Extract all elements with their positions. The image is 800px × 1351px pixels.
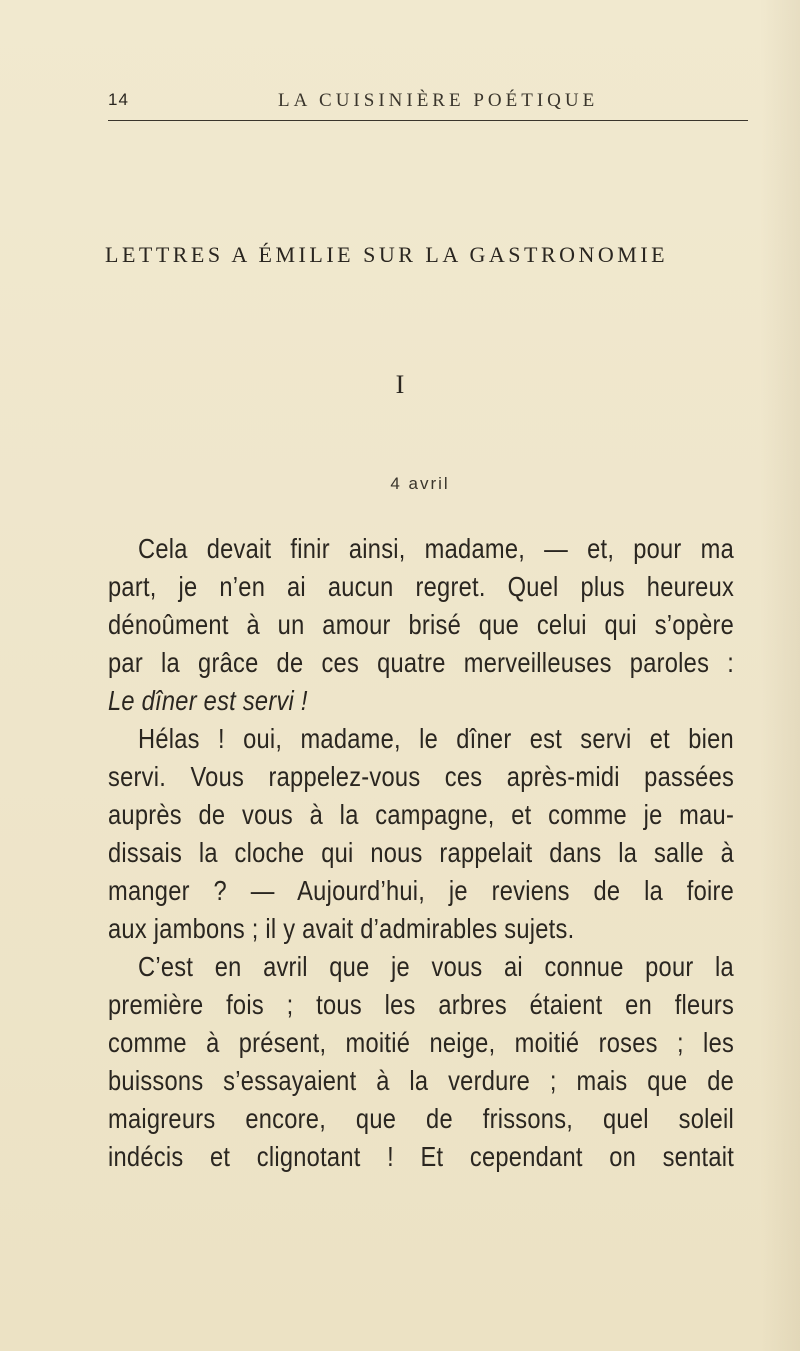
text-line: buissons s’essayaient à la verdure ; mais que de — [108, 1065, 735, 1096]
chapter-heading: LETTRES A ÉMILIE SUR LA GASTRONOMIE — [105, 242, 669, 267]
text-line: première fois ; tous les arbres étaient en fleurs — [108, 989, 735, 1020]
text-line: comme à présent, moitié neige, moitié roses ; les — [108, 1027, 735, 1058]
section-numeral: I — [395, 370, 405, 399]
page-edge-shadow — [760, 0, 800, 1351]
text-line: manger ? — Aujourd’hui, je reviens de la foire — [108, 875, 735, 906]
text-line: auprès de vous à la campagne, et comme je mau- — [108, 799, 735, 830]
page-number: 14 — [108, 90, 129, 109]
running-head — [108, 86, 748, 116]
text-line: servi. Vous rappelez-vous ces après-midi passées — [108, 761, 735, 792]
text-line: Le dîner est servi ! — [108, 685, 308, 716]
text-line: Hélas ! oui, madame, le dîner est servi et bien — [138, 723, 734, 754]
text-line: Cela devait finir ainsi, madame, — et, pour ma — [138, 533, 734, 564]
text-line: part, je n’en ai aucun regret. Quel plus heureux — [108, 571, 735, 602]
text-line: aux jambons ; il y avait d’admirables sujets. — [108, 913, 575, 944]
running-title: LA CUISINIÈRE POÉTIQUE — [278, 90, 599, 111]
text-line: C’est en avril que je vous ai connue pour la — [138, 951, 734, 982]
header-rule — [108, 120, 748, 121]
text-line: par la grâce de ces quatre merveilleuses paroles : — [108, 647, 735, 678]
text-line: dissais la cloche qui nous rappelait dans la salle à — [108, 837, 735, 868]
text-line: indécis et clignotant ! Et cependant on sentait — [108, 1141, 735, 1172]
text-line: maigreurs encore, que de frissons, quel soleil — [108, 1103, 735, 1134]
letter-date: 4 avril — [390, 474, 450, 493]
text-line: dénoûment à un amour brisé que celui qui s’opère — [108, 609, 735, 640]
